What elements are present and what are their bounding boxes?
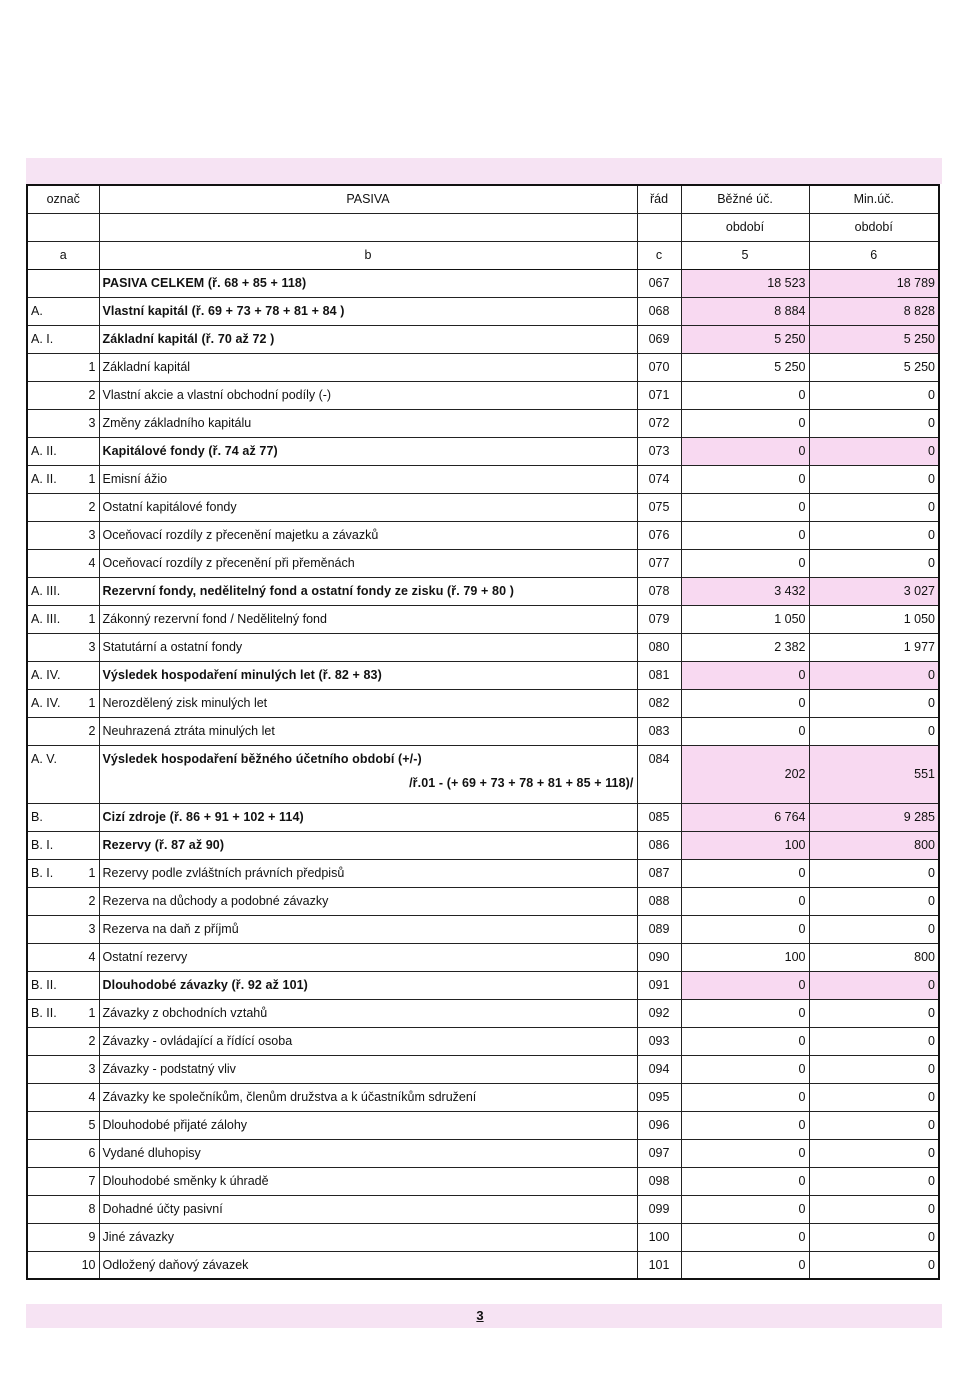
row-section-code: A. III. [31, 584, 61, 598]
previous-period-value: 0 [809, 717, 939, 745]
table-row [27, 1167, 939, 1195]
row-code [27, 269, 99, 297]
previous-period-value: 0 [809, 1139, 939, 1167]
current-period-value: 0 [681, 915, 809, 943]
table-row [27, 493, 939, 521]
row-description: Emisní ážio [99, 465, 637, 493]
table-row [27, 1223, 939, 1251]
current-period-value: 3 432 [681, 577, 809, 605]
table-row [27, 971, 939, 999]
previous-period-value: 0 [809, 521, 939, 549]
current-period-value: 5 250 [681, 325, 809, 353]
row-code [27, 409, 99, 437]
row-line-number: 083 [637, 717, 681, 745]
table-row [27, 831, 939, 859]
previous-period-value: 0 [809, 381, 939, 409]
previous-period-value: 18 789 [809, 269, 939, 297]
previous-period-value: 0 [809, 1223, 939, 1251]
previous-period-value: 0 [809, 1251, 939, 1279]
current-period-value: 18 523 [681, 269, 809, 297]
row-description: Závazky - ovládající a řídící osoba [99, 1027, 637, 1055]
row-item-number: 1 [88, 612, 96, 626]
row-item-number: 10 [81, 1257, 96, 1272]
row-item-number: 3 [88, 416, 96, 430]
table-row [27, 437, 939, 465]
row-line-number: 097 [637, 1139, 681, 1167]
pasiva-table [26, 184, 940, 1280]
row-item-number: 2 [88, 1034, 96, 1048]
previous-period-value: 8 828 [809, 297, 939, 325]
previous-period-value: 0 [809, 661, 939, 689]
current-period-value: 0 [681, 887, 809, 915]
row-description: Rezervní fondy, nedělitelný fond a ostatní fondy ze zisku (ř. 79 + 80 ) [99, 577, 637, 605]
table-row [27, 859, 939, 887]
previous-period-value: 1 977 [809, 633, 939, 661]
current-period-value: 0 [681, 409, 809, 437]
previous-period-value: 0 [809, 887, 939, 915]
row-item-number: 2 [88, 894, 96, 908]
current-period-value: 0 [681, 493, 809, 521]
previous-period-value: 0 [809, 437, 939, 465]
header-current-period-line2: období [681, 213, 809, 241]
previous-period-value: 0 [809, 465, 939, 493]
current-period-value: 5 250 [681, 353, 809, 381]
previous-period-value: 0 [809, 549, 939, 577]
row-code [27, 605, 99, 633]
table-row [27, 409, 939, 437]
row-code [27, 1083, 99, 1111]
row-item-number: 8 [88, 1202, 96, 1216]
row-code [27, 971, 99, 999]
table-row [27, 915, 939, 943]
row-code [27, 999, 99, 1027]
row-item-number: 2 [88, 724, 96, 738]
current-period-value: 0 [681, 1027, 809, 1055]
row-description: Závazky - podstatný vliv [99, 1055, 637, 1083]
table-row [27, 1027, 939, 1055]
row-code [27, 887, 99, 915]
row-code [27, 521, 99, 549]
previous-period-value: 0 [809, 915, 939, 943]
current-period-value: 0 [681, 1251, 809, 1279]
row-code [27, 1223, 99, 1251]
row-line-number: 101 [637, 1251, 681, 1279]
current-period-value: 0 [681, 1055, 809, 1083]
row-line-number: 082 [637, 689, 681, 717]
top-highlight-band [26, 158, 942, 184]
table-row [27, 1083, 939, 1111]
header-current-period-line1: Běžné úč. [681, 185, 809, 213]
row-description: Výsledek hospodaření minulých let (ř. 82 + 83) [99, 661, 637, 689]
row-section-code: A. I. [31, 332, 54, 346]
current-period-value: 0 [681, 1167, 809, 1195]
table-row [27, 549, 939, 577]
row-item-number: 1 [88, 696, 96, 710]
header-col-b-letter: b [99, 241, 637, 269]
row-code [27, 437, 99, 465]
row-code [27, 1111, 99, 1139]
row-description: PASIVA CELKEM (ř. 68 + 85 + 118) [99, 269, 637, 297]
row-item-number: 6 [88, 1146, 96, 1160]
table-row [27, 325, 939, 353]
current-period-value: 0 [681, 1223, 809, 1251]
row-description: Základní kapitál [99, 353, 637, 381]
row-section-code: A. IV. [31, 696, 61, 710]
row-description: Dlouhodobé směnky k úhradě [99, 1167, 637, 1195]
row-line-number: 071 [637, 381, 681, 409]
row-line-number: 085 [637, 803, 681, 831]
row-code [27, 1027, 99, 1055]
current-period-value: 0 [681, 437, 809, 465]
header-pasiva: PASIVA [99, 185, 637, 213]
row-description: Vydané dluhopisy [99, 1139, 637, 1167]
table-row [27, 803, 939, 831]
row-description: Rezervy (ř. 87 až 90) [99, 831, 637, 859]
row-item-number: 1 [88, 1006, 96, 1020]
row-description: Vlastní akcie a vlastní obchodní podíly (-) [99, 381, 637, 409]
row-code [27, 943, 99, 971]
row-line-number: 074 [637, 465, 681, 493]
current-period-value: 0 [681, 999, 809, 1027]
current-period-value: 8 884 [681, 297, 809, 325]
current-period-value: 0 [681, 549, 809, 577]
row-code [27, 297, 99, 325]
header-row-3 [27, 241, 939, 269]
row-line-number: 081 [637, 661, 681, 689]
row-line-number: 070 [637, 353, 681, 381]
row-line-number: 072 [637, 409, 681, 437]
row-item-number: 5 [88, 1118, 96, 1132]
row-section-code: A. IV. [31, 668, 61, 682]
row-description: Dlouhodobé přijaté zálohy [99, 1111, 637, 1139]
row-item-number: 3 [88, 528, 96, 542]
current-period-value: 0 [681, 717, 809, 745]
previous-period-value: 0 [809, 689, 939, 717]
previous-period-value: 5 250 [809, 353, 939, 381]
table-row [27, 633, 939, 661]
row-item-number: 3 [88, 1062, 96, 1076]
row-section-code: A. V. [31, 751, 57, 766]
row-section-code: B. I. [31, 866, 54, 880]
row-code [27, 915, 99, 943]
row-description: Neuhrazená ztráta minulých let [99, 717, 637, 745]
previous-period-value: 800 [809, 943, 939, 971]
previous-period-value: 9 285 [809, 803, 939, 831]
row-code [27, 717, 99, 745]
current-period-value: 2 382 [681, 633, 809, 661]
row-code [27, 325, 99, 353]
row-description: Závazky z obchodních vztahů [99, 999, 637, 1027]
row-item-number: 1 [88, 866, 96, 880]
row-description: Cizí zdroje (ř. 86 + 91 + 102 + 114) [99, 803, 637, 831]
row-line-number: 092 [637, 999, 681, 1027]
previous-period-value: 0 [809, 409, 939, 437]
row-section-code: B. I. [31, 838, 54, 852]
row-line-number: 087 [637, 859, 681, 887]
previous-period-value: 0 [809, 1167, 939, 1195]
row-code [27, 465, 99, 493]
header-row-2 [27, 213, 939, 241]
row-code [27, 353, 99, 381]
row-description: Dlouhodobé závazky (ř. 92 až 101) [99, 971, 637, 999]
row-line-number: 099 [637, 1195, 681, 1223]
row-code [27, 1251, 99, 1279]
previous-period-value: 0 [809, 971, 939, 999]
row-description: Základní kapitál (ř. 70 až 72 ) [99, 325, 637, 353]
row-code [27, 689, 99, 717]
row-description: Rezerva na důchody a podobné závazky [99, 887, 637, 915]
row-line-number: 086 [637, 831, 681, 859]
previous-period-value: 0 [809, 999, 939, 1027]
row-code [27, 633, 99, 661]
row-code [27, 1167, 99, 1195]
row-code [27, 859, 99, 887]
table-row [27, 887, 939, 915]
row-description: Nerozdělený zisk minulých let [99, 689, 637, 717]
table-row [27, 689, 939, 717]
header-previous-period-line1: Min.úč. [809, 185, 939, 213]
current-period-value: 0 [681, 859, 809, 887]
row-item-number: 2 [88, 388, 96, 402]
previous-period-value: 0 [809, 1195, 939, 1223]
table-row [27, 1139, 939, 1167]
header-col-c-letter: c [637, 241, 681, 269]
row-description: Ostatní rezervy [99, 943, 637, 971]
row-description: Rezervy podle zvláštních právních předpisů [99, 859, 637, 887]
current-period-value: 202 [681, 745, 809, 803]
row-code [27, 381, 99, 409]
row-line-number: 076 [637, 521, 681, 549]
row-item-number: 3 [88, 922, 96, 936]
previous-period-value: 0 [809, 1111, 939, 1139]
table-row-result-current-period [27, 745, 939, 803]
row-item-number: 4 [88, 950, 96, 964]
row-line-number: 075 [637, 493, 681, 521]
row-item-number: 1 [88, 472, 96, 486]
table-row [27, 381, 939, 409]
row-description: Změny základního kapitálu [99, 409, 637, 437]
row-line-number: 068 [637, 297, 681, 325]
previous-period-value: 5 250 [809, 325, 939, 353]
row-description: Rezerva na daň z příjmů [99, 915, 637, 943]
table-row [27, 717, 939, 745]
row-item-number: 3 [88, 640, 96, 654]
row-line-number: 067 [637, 269, 681, 297]
current-period-value: 0 [681, 689, 809, 717]
row-code [27, 661, 99, 689]
table-row [27, 605, 939, 633]
table-row [27, 661, 939, 689]
row-item-number: 4 [88, 556, 96, 570]
table-row [27, 999, 939, 1027]
previous-period-value: 0 [809, 1083, 939, 1111]
row-code [27, 549, 99, 577]
header-col-a-letter: a [27, 241, 99, 269]
header-oznac: označ [27, 185, 99, 213]
table-row [27, 269, 939, 297]
table-row [27, 943, 939, 971]
row-description: Odložený daňový závazek [99, 1251, 637, 1279]
row-description: Ostatní kapitálové fondy [99, 493, 637, 521]
row-line-number: 094 [637, 1055, 681, 1083]
current-period-value: 1 050 [681, 605, 809, 633]
header-col-6-number: 6 [809, 241, 939, 269]
row-section-code: B. II. [31, 1006, 57, 1020]
row-line-number: 096 [637, 1111, 681, 1139]
row-line-number: 093 [637, 1027, 681, 1055]
previous-period-value: 0 [809, 859, 939, 887]
current-period-value: 0 [681, 971, 809, 999]
previous-period-value: 3 027 [809, 577, 939, 605]
row-description: Statutární a ostatní fondy [99, 633, 637, 661]
row-line-number: 079 [637, 605, 681, 633]
row-item-number: 7 [88, 1174, 96, 1188]
current-period-value: 0 [681, 1083, 809, 1111]
previous-period-value: 800 [809, 831, 939, 859]
row-line-number: 077 [637, 549, 681, 577]
table-row [27, 353, 939, 381]
row-line-number: 088 [637, 887, 681, 915]
row-line-number: 089 [637, 915, 681, 943]
row-item-number: 4 [88, 1090, 96, 1104]
current-period-value: 0 [681, 381, 809, 409]
header-row-1 [27, 185, 939, 213]
row-section-code: B. II. [31, 978, 57, 992]
table-row [27, 465, 939, 493]
previous-period-value: 0 [809, 1027, 939, 1055]
row-line-number: 080 [637, 633, 681, 661]
row-line-number: 090 [637, 943, 681, 971]
row-line-number: 091 [637, 971, 681, 999]
row-section-code: B. [31, 810, 43, 824]
current-period-value: 0 [681, 1139, 809, 1167]
row-description: Jiné závazky [99, 1223, 637, 1251]
row-line-number: 078 [637, 577, 681, 605]
current-period-value: 0 [681, 661, 809, 689]
table-row [27, 1055, 939, 1083]
row-description [99, 745, 637, 803]
table-row [27, 521, 939, 549]
header-rad: řád [637, 185, 681, 213]
current-period-value: 6 764 [681, 803, 809, 831]
table-row [27, 1251, 939, 1279]
row-line-number: 069 [637, 325, 681, 353]
current-period-value: 0 [681, 521, 809, 549]
row-code [27, 831, 99, 859]
row-line-number: 095 [637, 1083, 681, 1111]
row-code [27, 1139, 99, 1167]
row-description: Kapitálové fondy (ř. 74 až 77) [99, 437, 637, 465]
current-period-value: 0 [681, 1111, 809, 1139]
row-line-number: 073 [637, 437, 681, 465]
current-period-value: 0 [681, 465, 809, 493]
row-description: Závazky ke společníkům, členům družstva a k účastníkům sdružení [99, 1083, 637, 1111]
current-period-value: 0 [681, 1195, 809, 1223]
row-description: Oceňovací rozdíly z přecenění při přeměnách [99, 549, 637, 577]
row-item-number: 1 [88, 360, 96, 374]
row-line-number: 098 [637, 1167, 681, 1195]
table-row [27, 297, 939, 325]
table-row [27, 577, 939, 605]
row-code [27, 493, 99, 521]
row-description: Dohadné účty pasivní [99, 1195, 637, 1223]
row-item-number: 9 [88, 1230, 96, 1244]
row-code [27, 1195, 99, 1223]
row-description: Vlastní kapitál (ř. 69 + 73 + 78 + 81 + 84 ) [99, 297, 637, 325]
header-col-5-number: 5 [681, 241, 809, 269]
previous-period-value: 0 [809, 1055, 939, 1083]
table-row [27, 1111, 939, 1139]
row-code [27, 745, 99, 803]
previous-period-value: 551 [809, 745, 939, 803]
header-previous-period-line2: období [809, 213, 939, 241]
row-code [27, 1055, 99, 1083]
row-section-code: A. [31, 304, 43, 318]
row-line-number: 084 [637, 745, 681, 803]
current-period-value: 100 [681, 831, 809, 859]
row-description: Zákonný rezervní fond / Nedělitelný fond [99, 605, 637, 633]
row-description-title: Výsledek hospodaření běžného účetního období (+/-) [102, 751, 422, 766]
row-code [27, 803, 99, 831]
table-row [27, 1195, 939, 1223]
row-section-code: A. II. [31, 444, 57, 458]
row-code [27, 577, 99, 605]
row-section-code: A. II. [31, 472, 57, 486]
row-section-code: A. III. [31, 612, 61, 626]
previous-period-value: 1 050 [809, 605, 939, 633]
row-item-number: 2 [88, 500, 96, 514]
page-number: 3 [476, 1308, 484, 1323]
row-description: Oceňovací rozdíly z přecenění majetku a závazků [99, 521, 637, 549]
row-line-number: 100 [637, 1223, 681, 1251]
row-description-formula: /ř.01 - (+ 69 + 73 + 78 + 81 + 85 + 118)/ [409, 775, 634, 790]
current-period-value: 100 [681, 943, 809, 971]
previous-period-value: 0 [809, 493, 939, 521]
